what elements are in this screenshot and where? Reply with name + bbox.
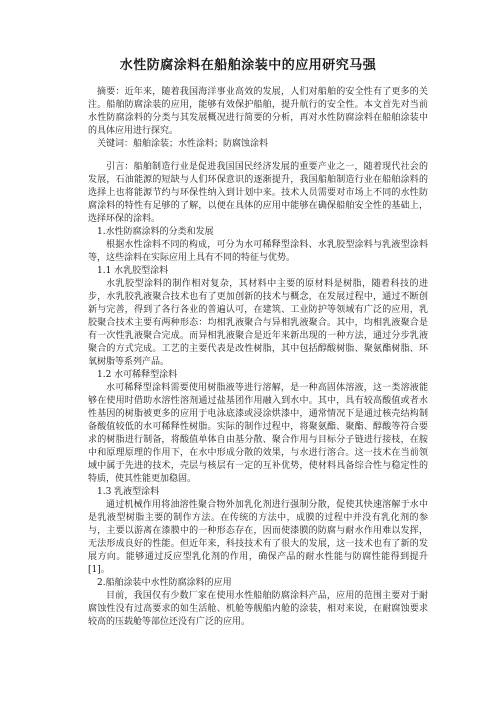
section-1-3-body: 通过机械作用将油溶性聚合物外加乳化剂进行强制分散，促使其快速溶解于水中是乳液型树脂主要的制作方法。在传统的方法中，成膜的过程中并没有乳化剂的参与，主要以游离在漆膜中的一种形态存在，因而使漆膜的防腐与耐水作用难以发挥，无法形成良好的性能。但近年来，科技技术有了很大的发展，这一技术也有了新的发展方向。能够通过反应型乳化剂的作用，确保产品的耐水性能与防腐性能得到提升[1]。 (88, 500, 428, 575)
intro-paragraph: 引言：船舶制造行业是促进我国国民经济发展的重要产业之一，随着现代社会的发展，石油能源的短缺与人们环保意识的逐渐提升，我国船舶制造行业在船舶涂料的选择上也将能源节约与环保性纳入到计划中来。技术人员需要对市场上不同的水性防腐涂料的特性有足够的了解，以便在具体的应用中能够在确保船舶安全性的基础上，选择环保的涂料。 (88, 162, 428, 224)
document-body (88, 86, 428, 629)
section-2-body: 目前，我国仅有少数厂家在使用水性船舶防腐涂料产品，应用的范围主要对于耐腐蚀性没有过高要求的如生活舱、机舱等舰船内舱的涂装，相对来说，在耐腐蚀要求较高的压载舱等部位还没有广泛的应用。 (88, 591, 428, 627)
section-1-heading: 1.水性防腐涂料的分类和发展 (97, 227, 214, 237)
section-1-1-body: 水乳胶型涂料的制作相对复杂，其材料中主要的原材料是树脂，随着科技的进步，水乳胶乳液聚合技术也有了更加创新的技术与概念，在发展过程中，通过不断创新与完善，得到了各行各业的普遍认可，在建筑、工业防护等领域有广泛的应用，乳胶聚合技术主要有两种形态：均相乳液聚合与异相乳液聚合。其中，均相乳液聚合是有一次性乳液聚合完成。而异相乳液聚合是近年来新出现的一种方法，通过分步乳液聚合的方式完成。工艺的主要代表是改性树脂，其中包括醇酸树脂、聚氨酯树脂、环氧树脂等系列产品。 (88, 279, 428, 367)
section-1-2-body: 水可稀释型涂料需要使用树脂液等进行溶解，是一种高固体溶液，这一类溶液能够在使用时借助水溶性溶剂通过盐基团作用融入到水中。其中，具有较高酸值或者水性基因的树脂被更多的应用于电泳底漆或浸涂烘漆中，通常情况下是通过核壳结构制备酸值较低的水可稀释性树脂。实际的制作过程中，将聚氨酯、聚酯、醇酸等符合要求的树脂进行制备，将酸值单体自由基分散、聚合作用与目标分子链进行接枝，在胺中和原理原理的作用下，在水中形成分散的效果，与水进行溶合。这一技术在当前领域中属于先进的技术，壳层与核层有一定的互补优势，使材料具备综合性与稳定性的特质，使其性能更加稳固。 (88, 383, 428, 484)
spacer (88, 151, 428, 161)
keywords-line: 关键词：船舶涂装；水性涂料；防腐蚀涂料 (97, 139, 269, 149)
document-title: 水性防腐涂料在船舶涂装中的应用研究马强 (119, 58, 377, 73)
section-1-2-heading: 1.2 水可稀释型涂料 (97, 370, 178, 380)
section-2-heading: 2.船舶涂装中水性防腐涂料的应用 (97, 578, 232, 588)
section-1-intro: 根据水性涂料不同的构成，可分为水可稀释型涂料、水乳胶型涂料与乳液型涂料等，这些涂料在实际应用上具有不同的特征与优势。 (88, 240, 428, 263)
section-1-1-heading: 1.1 水乳胶型涂料 (97, 266, 169, 276)
section-1-3-heading: 1.3 乳液型涂料 (97, 487, 160, 497)
abstract-paragraph: 摘要：近年来，随着我国海洋事业高效的发展，人们对船舶的安全性有了更多的关注。船舶防腐涂装的应用，能够有效保护船舶，提升航行的安全性。本文首先对当前水性防腐涂料的分类与其发展概况进行简要的分析，再对水性防腐涂料在船舶涂装中的具体应用进行探究。 (88, 87, 428, 136)
